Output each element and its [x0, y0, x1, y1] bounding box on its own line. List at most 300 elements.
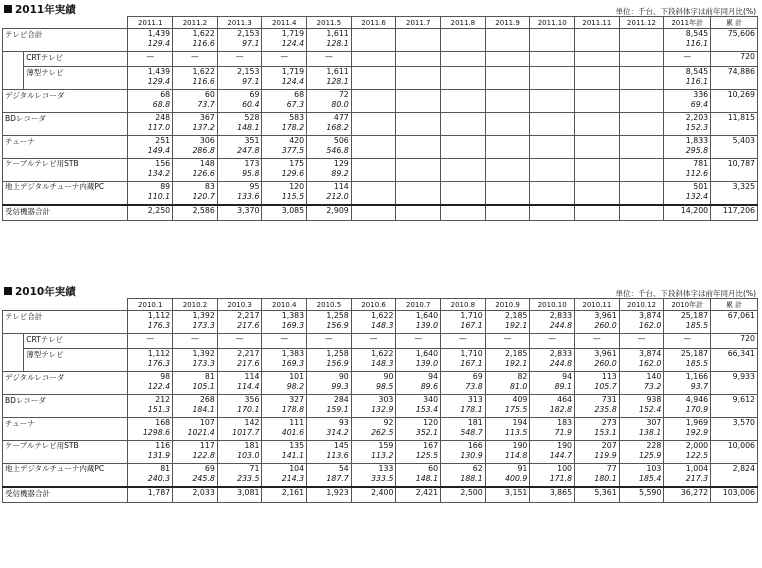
row-label: テレビ合計	[3, 29, 128, 52]
data-cell	[262, 90, 307, 113]
data-cell	[128, 441, 173, 464]
data-cell	[711, 29, 758, 52]
row-label: CRTテレビ	[24, 52, 128, 67]
data-cell	[441, 90, 486, 113]
cell-ratio: 113.5	[505, 428, 528, 437]
row-label: テレビ合計	[3, 311, 128, 334]
cell-value: 3,570	[732, 418, 755, 427]
data-cell	[396, 372, 441, 395]
cell-value: 3,865	[549, 488, 573, 497]
data-cell	[441, 418, 486, 441]
table-row	[3, 334, 758, 349]
cell-value: —	[503, 334, 512, 343]
cell-value: 720	[740, 334, 755, 343]
table-row	[3, 113, 758, 136]
data-cell	[217, 464, 262, 488]
cell-value: 306	[199, 136, 215, 145]
data-cell	[217, 487, 262, 503]
cell-value: 3,961	[594, 349, 617, 358]
cell-value: 116	[155, 441, 171, 450]
data-cell	[664, 464, 711, 488]
data-cell	[396, 395, 441, 418]
cell-ratio: 180.1	[594, 474, 617, 483]
cell-value: 2,250	[147, 206, 171, 215]
table-row	[3, 372, 758, 395]
table-row	[3, 487, 758, 503]
data-cell	[173, 464, 218, 488]
data-cell	[619, 487, 664, 503]
cell-value: 9,612	[732, 395, 755, 404]
cell-value: 168	[155, 418, 171, 427]
cell-value: 10,787	[727, 159, 755, 168]
cell-ratio: 148.1	[415, 474, 439, 483]
data-cell	[619, 372, 664, 395]
cell-value: 1,640	[415, 349, 439, 358]
data-cell	[711, 205, 758, 221]
cell-value: 69	[204, 464, 215, 473]
cell-ratio: 114.4	[237, 382, 260, 391]
cell-value: 1,611	[326, 67, 349, 76]
cell-ratio: 93.7	[690, 382, 709, 391]
cell-ratio: 60.4	[242, 100, 260, 109]
data-cell	[441, 395, 486, 418]
header-corner	[3, 299, 128, 311]
cell-ratio: 214.3	[281, 474, 305, 483]
data-cell	[217, 67, 262, 90]
cell-value: 367	[199, 113, 215, 122]
data-cell	[307, 52, 352, 67]
data-cell	[351, 349, 396, 372]
cell-ratio: 71.9	[554, 428, 573, 437]
cell-value: 5,403	[732, 136, 755, 145]
cell-value: 1,787	[147, 488, 171, 497]
column-header: 2010.10	[530, 299, 575, 311]
cell-value: —	[637, 334, 646, 343]
data-cell	[485, 464, 530, 488]
data-cell	[664, 311, 711, 334]
data-cell	[485, 487, 530, 503]
cell-value: 1,622	[192, 29, 215, 38]
data-cell	[128, 464, 173, 488]
data-cell	[485, 113, 530, 136]
data-cell	[664, 90, 711, 113]
cell-value: 183	[557, 418, 573, 427]
cell-value: 120	[423, 418, 439, 427]
cell-ratio: 116.1	[685, 39, 709, 48]
data-cell	[441, 136, 486, 159]
data-cell	[664, 349, 711, 372]
cell-ratio: 546.8	[326, 146, 349, 155]
cell-value: 3,370	[237, 206, 260, 215]
column-header: 累 計	[711, 299, 758, 311]
cell-ratio: 245.8	[192, 474, 215, 483]
data-cell	[530, 182, 575, 206]
data-cell	[307, 464, 352, 488]
cell-value: 3,961	[594, 311, 617, 320]
data-cell	[173, 159, 218, 182]
data-cell	[396, 29, 441, 52]
cell-value: 36,272	[680, 488, 709, 497]
data-cell	[575, 441, 620, 464]
cell-value: 1,004	[685, 464, 709, 473]
data-cell	[575, 464, 620, 488]
data-cell	[262, 159, 307, 182]
data-cell	[307, 395, 352, 418]
cell-value: 2,824	[732, 464, 755, 473]
unit-note-2011: 単位：千台、下段斜体字は前年同月比(%)	[615, 7, 756, 16]
row-label: BDレコーダ	[3, 395, 128, 418]
data-cell	[575, 395, 620, 418]
cell-ratio: 81.0	[510, 382, 528, 391]
data-cell	[575, 487, 620, 503]
column-header: 2010年計	[664, 299, 711, 311]
cell-ratio: 169.3	[281, 359, 305, 368]
data-cell	[619, 136, 664, 159]
cell-ratio: 217.6	[237, 321, 260, 330]
data-cell	[664, 159, 711, 182]
cell-value: 336	[693, 90, 709, 99]
data-cell	[262, 29, 307, 52]
cell-value: 251	[155, 136, 171, 145]
cell-ratio: 192.9	[685, 428, 709, 437]
row-label: CRTテレビ	[24, 334, 128, 349]
data-cell	[173, 372, 218, 395]
data-cell	[530, 205, 575, 221]
data-cell	[128, 182, 173, 206]
cell-value: 101	[289, 372, 305, 381]
cell-value: 1,640	[415, 311, 439, 320]
cell-ratio: 170.1	[237, 405, 260, 414]
cell-value: 142	[244, 418, 260, 427]
data-cell	[217, 159, 262, 182]
cell-value: 327	[289, 395, 305, 404]
data-cell	[351, 205, 396, 221]
data-cell	[262, 464, 307, 488]
table-row	[3, 349, 758, 372]
cell-value: 100	[557, 464, 573, 473]
cell-value: 3,085	[281, 206, 305, 215]
cell-ratio: 113.2	[371, 451, 394, 460]
cell-value: 68	[160, 90, 171, 99]
cell-ratio: 314.2	[326, 428, 349, 437]
cell-ratio: 144.7	[549, 451, 573, 460]
data-cell	[262, 334, 307, 349]
data-cell	[711, 464, 758, 488]
data-cell	[530, 136, 575, 159]
data-cell	[307, 487, 352, 503]
data-cell	[173, 487, 218, 503]
cell-value: 104	[289, 464, 305, 473]
cell-value: 11,815	[727, 113, 755, 122]
cell-value: 409	[512, 395, 528, 404]
column-header: 2011.12	[619, 17, 664, 29]
cell-value: 103,006	[722, 488, 755, 497]
cell-ratio: 188.1	[460, 474, 483, 483]
cell-ratio: 137.2	[192, 123, 215, 132]
data-cell	[307, 349, 352, 372]
cell-value: 181	[244, 441, 260, 450]
cell-value: —	[146, 52, 155, 61]
data-cell	[711, 372, 758, 395]
cell-value: 2,500	[460, 488, 483, 497]
data-cell	[307, 67, 352, 90]
cell-value: 248	[155, 113, 171, 122]
cell-value: 2,586	[192, 206, 215, 215]
cell-ratio: 122.5	[685, 451, 709, 460]
table-row	[3, 29, 758, 52]
data-cell	[619, 334, 664, 349]
cell-ratio: 162.0	[639, 321, 662, 330]
cell-ratio: 169.3	[281, 321, 305, 330]
data-cell	[351, 29, 396, 52]
data-cell	[664, 418, 711, 441]
cell-ratio: 128.1	[326, 77, 349, 86]
cell-value: 2,033	[192, 488, 215, 497]
title-text: 2010年実績	[15, 286, 76, 298]
data-cell	[262, 182, 307, 206]
cell-value: 1,383	[281, 311, 305, 320]
data-cell	[396, 334, 441, 349]
cell-value: 5,361	[594, 488, 617, 497]
data-cell	[619, 464, 664, 488]
cell-ratio: 98.2	[286, 382, 305, 391]
data-cell	[307, 418, 352, 441]
cell-ratio: 171.8	[549, 474, 573, 483]
data-cell	[128, 205, 173, 221]
cell-ratio: 73.8	[465, 382, 483, 391]
cell-value: 477	[333, 113, 349, 122]
cell-value: 228	[646, 441, 662, 450]
cell-ratio: 153.4	[415, 405, 439, 414]
data-cell	[351, 418, 396, 441]
cell-value: 190	[512, 441, 528, 450]
cell-value: 1,622	[371, 311, 394, 320]
data-cell	[664, 136, 711, 159]
cell-value: 212	[155, 395, 171, 404]
cell-ratio: 148.3	[371, 359, 394, 368]
cell-ratio: 153.1	[594, 428, 617, 437]
cell-ratio: 132.4	[685, 192, 709, 201]
data-cell	[485, 311, 530, 334]
cell-value: 62	[472, 464, 483, 473]
data-cell	[485, 52, 530, 67]
cell-ratio: 120.7	[192, 192, 215, 201]
data-cell	[307, 29, 352, 52]
cell-value: 68	[294, 90, 305, 99]
cell-value: 2,217	[237, 349, 260, 358]
cell-value: 135	[289, 441, 305, 450]
data-cell	[441, 52, 486, 67]
data-cell	[485, 418, 530, 441]
column-header: 2011.7	[396, 17, 441, 29]
cell-value: 1,112	[147, 349, 171, 358]
cell-ratio: 97.1	[242, 77, 260, 86]
cell-value: 3,874	[639, 311, 662, 320]
data-cell	[396, 159, 441, 182]
data-cell	[530, 464, 575, 488]
data-cell	[441, 464, 486, 488]
cell-value: 167	[423, 441, 439, 450]
data-cell	[619, 311, 664, 334]
cell-ratio: 122.4	[147, 382, 171, 391]
cell-ratio: 105.7	[594, 382, 617, 391]
section-2011-title	[4, 2, 76, 17]
column-header: 2011.6	[351, 17, 396, 29]
data-cell	[575, 311, 620, 334]
data-cell	[396, 90, 441, 113]
cell-ratio: 240.3	[147, 474, 171, 483]
cell-value: 145	[333, 441, 349, 450]
data-cell	[619, 52, 664, 67]
data-cell	[262, 205, 307, 221]
cell-value: 340	[423, 395, 439, 404]
cell-ratio: 112.6	[685, 169, 709, 178]
data-cell	[262, 113, 307, 136]
data-cell	[307, 182, 352, 206]
cell-value: 140	[646, 372, 662, 381]
data-cell	[441, 182, 486, 206]
data-cell	[530, 90, 575, 113]
data-cell	[485, 67, 530, 90]
data-cell	[128, 395, 173, 418]
cell-value: 1,719	[281, 67, 305, 76]
cell-value: 1,833	[685, 136, 709, 145]
cell-ratio: 119.9	[594, 451, 617, 460]
cell-value: 2,421	[415, 488, 439, 497]
cell-value: 81	[204, 372, 215, 381]
cell-ratio: 1298.6	[142, 428, 171, 437]
data-cell	[485, 90, 530, 113]
cell-ratio: 124.4	[281, 39, 305, 48]
data-cell	[128, 418, 173, 441]
cell-value: 2,153	[237, 29, 260, 38]
indent-spacer	[3, 52, 24, 67]
data-cell	[173, 311, 218, 334]
cell-value: 2,217	[237, 311, 260, 320]
data-cell	[173, 418, 218, 441]
cell-ratio: 548.7	[460, 428, 483, 437]
data-cell	[575, 418, 620, 441]
cell-value: 351	[244, 136, 260, 145]
cell-value: 181	[467, 418, 483, 427]
square-bullet-icon	[4, 5, 12, 13]
data-cell	[173, 29, 218, 52]
cell-value: 103	[646, 464, 662, 473]
data-cell	[217, 395, 262, 418]
cell-value: 731	[601, 395, 617, 404]
cell-value: 90	[383, 372, 394, 381]
data-cell	[664, 334, 711, 349]
cell-ratio: 129.4	[147, 77, 171, 86]
cell-ratio: 152.4	[639, 405, 662, 414]
data-cell	[262, 311, 307, 334]
cell-value: 1,383	[281, 349, 305, 358]
data-cell	[711, 90, 758, 113]
data-cell	[619, 441, 664, 464]
data-cell	[396, 418, 441, 441]
table-row	[3, 136, 758, 159]
data-cell	[485, 205, 530, 221]
cell-ratio: 129.6	[281, 169, 305, 178]
unit-note-2010: 単位：千台、下段斜体字は前年同月比(%)	[615, 289, 756, 298]
cell-ratio: 122.8	[192, 451, 215, 460]
cell-value: 3,325	[732, 182, 755, 191]
data-cell	[173, 182, 218, 206]
data-cell	[217, 372, 262, 395]
cell-ratio: 116.6	[192, 77, 215, 86]
data-cell	[351, 67, 396, 90]
data-cell	[307, 334, 352, 349]
row-label: チューナ	[3, 136, 128, 159]
data-cell	[262, 136, 307, 159]
data-cell	[575, 334, 620, 349]
column-header: 2011.3	[217, 17, 262, 29]
cell-value: 54	[338, 464, 349, 473]
cell-value: 1,392	[192, 311, 215, 320]
cell-ratio: 89.2	[331, 169, 349, 178]
data-cell	[485, 29, 530, 52]
data-cell	[575, 159, 620, 182]
data-cell	[128, 159, 173, 182]
data-cell	[217, 113, 262, 136]
cell-value: —	[280, 334, 289, 343]
data-cell	[575, 113, 620, 136]
cell-ratio: 131.9	[147, 451, 171, 460]
cell-value: —	[458, 334, 467, 343]
cell-ratio: 235.8	[594, 405, 617, 414]
data-cell	[441, 349, 486, 372]
data-cell	[575, 52, 620, 67]
data-cell	[711, 52, 758, 67]
data-cell	[575, 90, 620, 113]
data-cell	[217, 205, 262, 221]
cell-value: 1,969	[685, 418, 709, 427]
cell-value: 72	[338, 90, 349, 99]
cell-ratio: 113.6	[326, 451, 349, 460]
data-cell	[711, 136, 758, 159]
data-cell	[173, 90, 218, 113]
data-cell	[619, 349, 664, 372]
cell-ratio: 217.3	[685, 474, 709, 483]
table-row	[3, 67, 758, 90]
data-cell	[351, 464, 396, 488]
cell-value: 1,258	[326, 349, 349, 358]
column-header: 2011年計	[664, 17, 711, 29]
data-cell	[664, 67, 711, 90]
data-cell	[530, 418, 575, 441]
cell-ratio: 212.0	[326, 192, 349, 201]
cell-value: 2,909	[326, 206, 349, 215]
data-cell	[619, 159, 664, 182]
data-cell	[307, 372, 352, 395]
cell-value: —	[592, 334, 601, 343]
cell-value: 95	[249, 182, 260, 191]
cell-value: 528	[244, 113, 260, 122]
cell-value: 74,886	[727, 67, 755, 76]
data-cell	[441, 334, 486, 349]
cell-value: 1,923	[326, 488, 349, 497]
data-cell	[351, 136, 396, 159]
cell-value: —	[146, 334, 155, 343]
cell-value: 3,081	[237, 488, 260, 497]
table-row	[3, 159, 758, 182]
cell-ratio: 114.8	[505, 451, 528, 460]
cell-ratio: 132.9	[371, 405, 394, 414]
cell-ratio: 134.2	[147, 169, 171, 178]
data-cell	[619, 67, 664, 90]
data-cell	[128, 29, 173, 52]
cell-value: 2,400	[371, 488, 394, 497]
